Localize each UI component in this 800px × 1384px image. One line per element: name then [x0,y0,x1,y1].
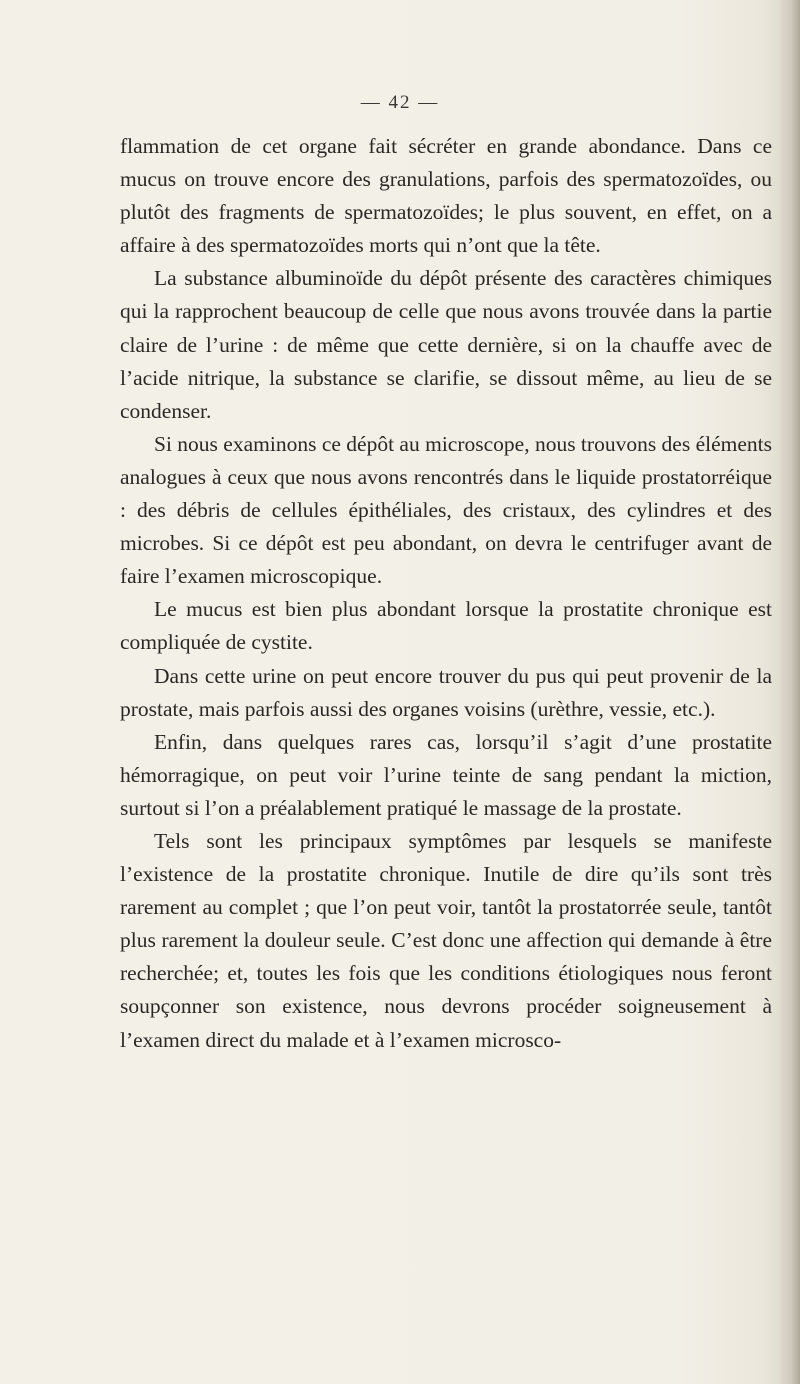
paragraph-3: Si nous examinons ce dépôt au microscope, nous trouvons des éléments analogues à ceux que nous avons rencontrés dans le liquide prostatorréique : des débris de cellules épithéliales, des cristaux, des cylindres et des microbes. Si ce dépôt est peu abondant, on devra le centrifuger avant de faire l’examen microscopique. [120,431,773,589]
paragraph-6: Enfin, dans quelques rares cas, lorsqu’il s’agit d’une prostatite hémorragique, on peut voir l’urine teinte de sang pendant la miction, surtout si l’on a préalablement pratiqué le massage de la prostate. [120,729,772,820]
page-edge-shadow [778,0,800,1384]
page-number: — 42 — [360,92,440,113]
body-text [120,130,772,1057]
paragraph-5: Dans cette urine on peut encore trouver du pus qui peut provenir de la prostate, mais parfois aussi des organes voisins (urèthre, vessie, etc.). [120,663,772,721]
paragraph-1: flammation de cet organe fait sécréter en grande abondance. Dans ce mucus on trouve encore des granulations, parfois des spermatozoïdes, ou plutôt des fragments de spermatozoïdes; le plus souvent, en effet, on a affaire à des spermatozoïdes morts qui n’ont que la tête. [120,134,772,258]
paragraph-4: Le mucus est bien plus abondant lorsque la prostatite chronique est compliquée de cystite. [120,597,772,655]
paragraph-7: Tels sont les principaux symptômes par lesquels se manifeste l’existence de la prostatite chronique. Inutile de dire qu’ils sont très rarement au complet ; que l’on peut voir, tantôt la prostatorrée seule, tantôt plus rarement la douleur seule. C’est donc une affection qui demande à être recherchée; et, toutes les fois que les conditions étiologiques nous feront soupçonner son existence, nous devrons procéder soigneusement à l’examen direct du malade et à l’examen microsco- [120,828,772,1052]
paragraph-2: La substance albuminoïde du dépôt présente des caractères chimiques qui la rapprochent beaucoup de celle que nous avons trouvée dans la partie claire de l’urine : de même que cette dernière, si on la chauffe avec de l’acide nitrique, la substance se clarifie, se dissout même, au lieu de se condenser. [120,266,772,423]
